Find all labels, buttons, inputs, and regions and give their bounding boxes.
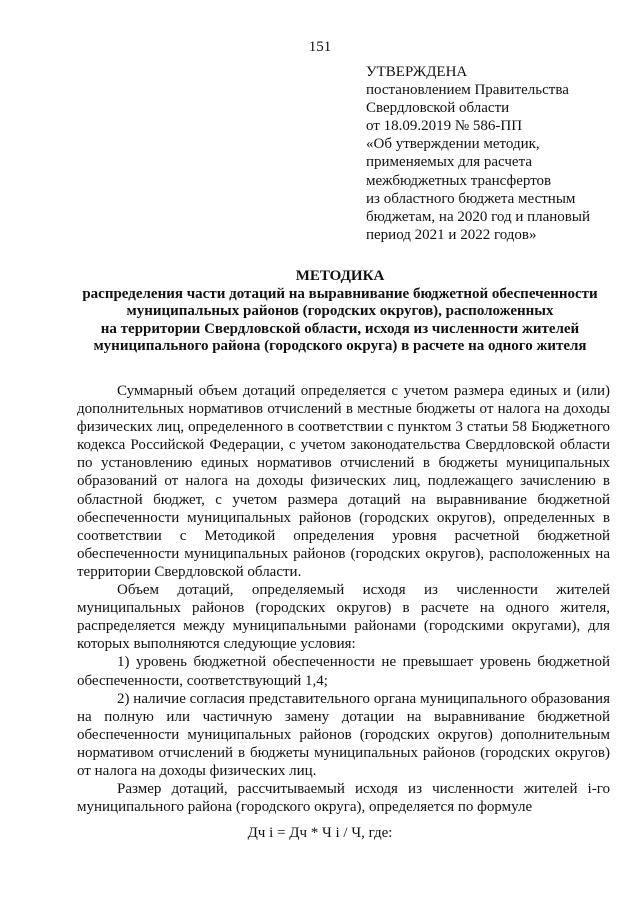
paragraph: Суммарный объем дотаций определяется с учетом размера единых и (или) дополнительных нормативов отчислений в местные бюджеты от налога на доходы физических лиц, определенного в соответствии с пунктом 3 статьи 58 Бюджетного кодекса Российской Федерации, с учетом законодательства Свердловской области по установлению единых нормативов отчислений в бюджеты муниципальных образований от налога на доходы физических лиц, подлежащего зачислению в областной бюджет, с учетом размера дотаций на выравнивание бюджетной обеспеченности муниципальных районов (городских округов), определенных в соответствии с Методикой определения уровня расчетной бюджетной обеспеченности муниципальных районов (городских округов), расположенных на территории Свердловской области. xyxy=(77,383,610,580)
approval-heading: УТВЕРЖДЕНА xyxy=(366,64,468,80)
document-heading: МЕТОДИКА xyxy=(295,268,385,284)
approval-stamp xyxy=(366,63,628,244)
page-number: 151 xyxy=(308,39,332,55)
document-title xyxy=(40,268,640,356)
paragraph-list-item: 2) наличие согласия представительного органа муниципального образования на полную или частичную замену дотации на выравнивание бюджетной обеспеченности муниципальных районов (городских округов) дополнительным нормативом отчислений в бюджеты муниципальных районов (городских округов) от налога на доходы физических лиц. xyxy=(77,690,610,779)
document-body xyxy=(77,382,610,816)
approval-line: межбюджетных трансфертов xyxy=(366,172,552,189)
title-line: муниципального района (городского округа) в расчете на одного жителя xyxy=(93,338,587,355)
formula: Дч i = Дч * Ч i / Ч, где: xyxy=(247,825,393,841)
approval-line: бюджетам, на 2020 год и плановый xyxy=(366,208,590,225)
title-line: на территории Свердловской области, исходя из численности жителей xyxy=(100,320,580,337)
approval-line: постановлением Правительства xyxy=(366,82,569,99)
paragraph: Объем дотаций, определяемый исходя из численности жителей муниципальных районов (городских округов) в расчете на одного жителя, распределяется между муниципальными районами (городскими округами), для которых выполняются следующие условия: xyxy=(77,582,610,653)
approval-line: Свердловской области xyxy=(366,100,510,117)
approval-line: из областного бюджета местным xyxy=(366,190,576,207)
approval-line: период 2021 и 2022 годов» xyxy=(366,226,537,243)
paragraph: Размер дотаций, рассчитываемый исходя из численности жителей i-го муниципального района (городского округа), определяется по формуле xyxy=(77,781,610,816)
paragraph-list-item: 1) уровень бюджетной обеспеченности не превышает уровень бюджетной обеспеченности, соответствующий 1,4; xyxy=(77,654,610,689)
title-line: распределения части дотаций на выравнивание бюджетной обеспеченности xyxy=(82,285,598,302)
approval-line: «Об утверждении методик, xyxy=(366,136,540,153)
approval-line: от 18.09.2019 № 586-ПП xyxy=(366,118,523,135)
approval-line: применяемых для расчета xyxy=(366,154,532,171)
title-line: муниципальных районов (городских округов), расположенных xyxy=(126,303,554,320)
